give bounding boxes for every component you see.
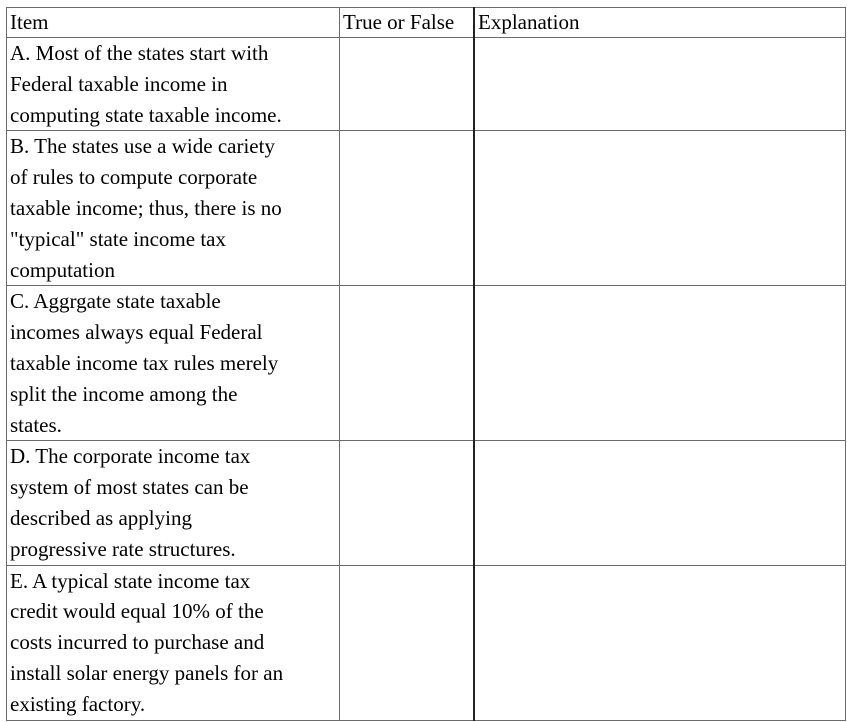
true-false-cell-a[interactable] <box>340 38 475 131</box>
true-false-cell-b[interactable] <box>340 131 475 286</box>
item-line: system of most states can be <box>10 475 249 500</box>
table-row <box>7 131 846 286</box>
item-line: C. Aggrgate state taxable <box>10 289 221 314</box>
item-line: split the income among the <box>10 381 238 406</box>
true-false-cell-d[interactable] <box>340 441 475 565</box>
explanation-cell-b[interactable] <box>474 131 846 286</box>
explanation-cell-a[interactable] <box>474 38 846 131</box>
item-line: existing factory. <box>10 691 146 716</box>
item-line: taxable income tax rules merely <box>10 350 279 375</box>
item-line: Federal taxable income in <box>10 71 228 96</box>
item-line: progressive rate structures. <box>10 536 236 561</box>
header-item: Item <box>7 8 340 38</box>
table-row <box>7 286 846 441</box>
item-line: D. The corporate income tax <box>10 444 251 469</box>
table-row <box>7 441 846 565</box>
item-line: taxable income; thus, there is no <box>10 195 282 220</box>
item-line: E. A typical state income tax <box>10 568 251 593</box>
header-row <box>7 8 846 38</box>
item-line: incomes always equal Federal <box>10 320 263 345</box>
item-line: states. <box>10 412 62 437</box>
item-line: A. Most of the states start with <box>10 41 269 65</box>
item-line: computation <box>10 257 115 282</box>
table-row <box>7 565 846 720</box>
header-explanation: Explanation <box>474 8 846 38</box>
true-false-cell-c[interactable] <box>340 286 475 441</box>
true-false-cell-e[interactable] <box>340 565 475 720</box>
item-cell-a <box>7 38 340 131</box>
item-line: of rules to compute corporate <box>10 165 258 190</box>
item-line: described as applying <box>10 505 192 530</box>
item-line: "typical" state income tax <box>10 226 226 251</box>
explanation-cell-d[interactable] <box>474 441 846 565</box>
item-line: credit would equal 10% of the <box>10 599 264 624</box>
item-cell-c <box>7 286 340 441</box>
header-true-or-false: True or False <box>340 8 475 38</box>
item-cell-b <box>7 131 340 286</box>
item-cell-d <box>7 441 340 565</box>
table-row <box>7 38 846 131</box>
item-line: computing state taxable income. <box>10 102 282 127</box>
item-line: B. The states use a wide cariety <box>10 134 275 159</box>
true-false-table <box>6 7 846 721</box>
item-cell-e <box>7 565 340 720</box>
explanation-cell-e[interactable] <box>474 565 846 720</box>
explanation-cell-c[interactable] <box>474 286 846 441</box>
item-line: install solar energy panels for an <box>10 660 284 685</box>
item-line: costs incurred to purchase and <box>10 630 265 655</box>
